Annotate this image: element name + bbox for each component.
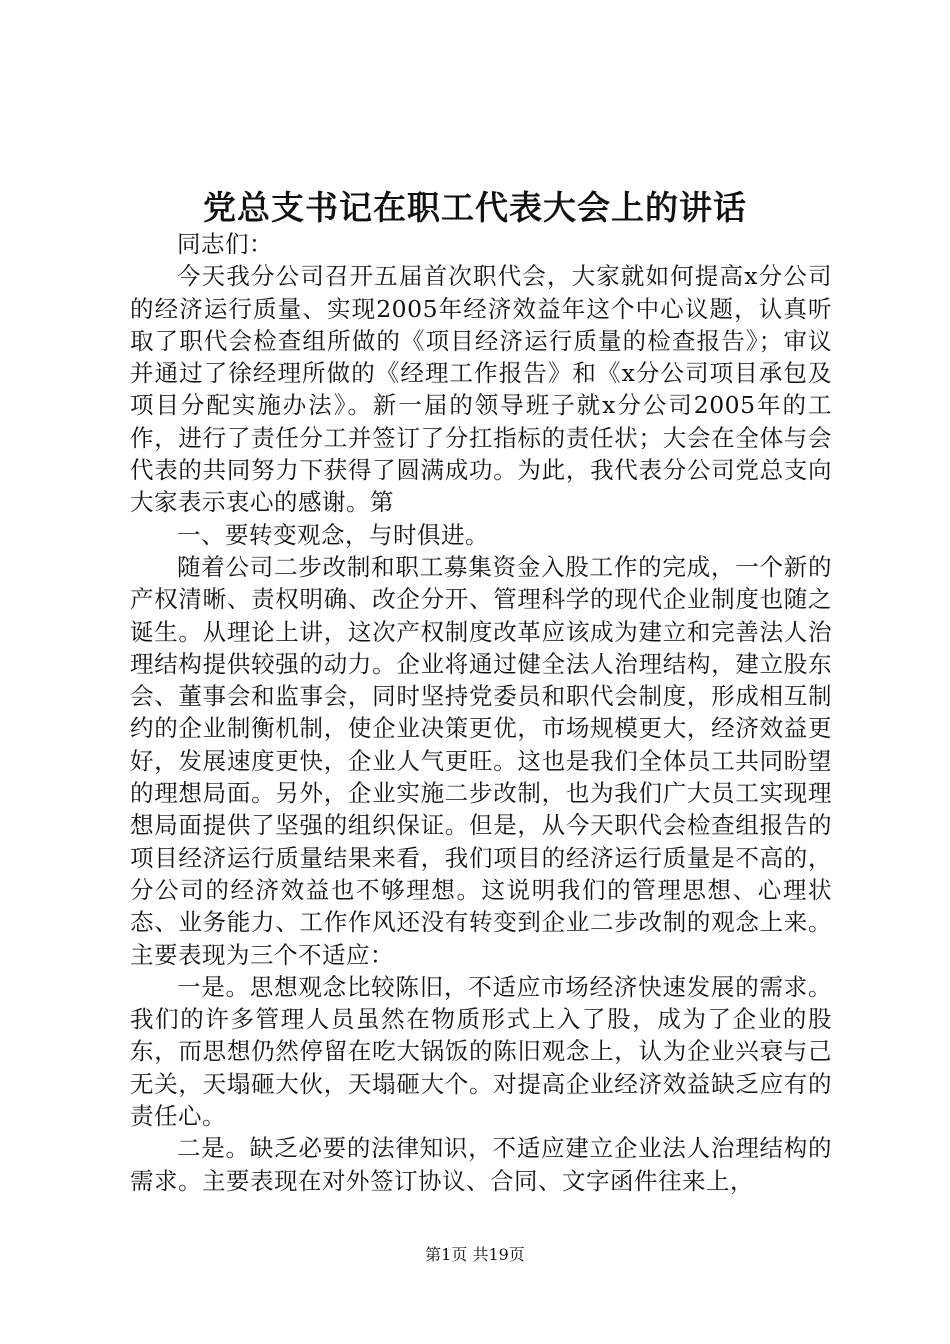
document-title: 党总支书记在职工代表大会上的讲话	[203, 188, 747, 227]
paragraph-point-one: 一是。思想观念比较陈旧，不适应市场经济快速发展的需求。我们的许多管理人员虽然在物质形式上入了股，成为了企业的股东，而思想仍然停留在吃大锅饭的陈旧观念上，认为企业兴衰与己无关，天塌砸大伙，天塌砸大个。对提高企业经济效益缺乏应有的责任心。	[130, 972, 832, 1131]
page-footer: 第1页 共19页	[425, 1245, 525, 1264]
salutation: 同志们：	[177, 230, 273, 258]
paragraph-opening: 今天我分公司召开五届首次职代会，大家就如何提高x分公司的经济运行质量、实现2005年经济效益年这个中心议题，认真听取了职代会检查组所做的《项目经济运行质量的检查报告》；审议并通过了徐经理所做的《经理工作报告》和《x分公司项目承包及项目分配实施办法》。新一届的领导班子就x分公司2005年的工作，进行了责任分工并签订了分扛指标的责任状；大会在全体与会代表的共同努力下获得了圆满成功。为此，我代表分公司党总支向大家表示衷心的感谢。第	[130, 262, 832, 517]
document-body	[130, 228, 832, 1197]
paragraph-reform: 随着公司二步改制和职工募集资金入股工作的完成，一个新的产权清晰、责权明确、改企分开、管理科学的现代企业制度也随之诞生。从理论上讲，这次产权制度改革应该成为建立和完善法人治理结构提供较强的动力。企业将通过健全法人治理结构，建立股东会、董事会和监事会，同时坚持党委员和职代会制度，形成相互制约的企业制衡机制，使企业决策更优，市场规模更大，经济效益更好，发展速度更快，企业人气更旺。这也是我们全体员工共同盼望的理想局面。另外，企业实施二步改制，也为我们广大员工实现理想局面提供了坚强的组织保证。但是，从今天职代会检查组报告的项目经济运行质量结果来看，我们项目的经济运行质量是不高的，分公司的经济效益也不够理想。这说明我们的管理思想、心理状态、业务能力、工作作风还没有转变到企业二步改制的观念上来。主要表现为三个不适应：	[130, 552, 832, 969]
paragraph-point-two: 二是。缺乏必要的法律知识，不适应建立企业法人治理结构的需求。主要表现在对外签订协议、合同、文字函件往来上，	[130, 1134, 832, 1195]
section-heading-1: 一、要转变观念，与时俱进。	[177, 520, 489, 549]
